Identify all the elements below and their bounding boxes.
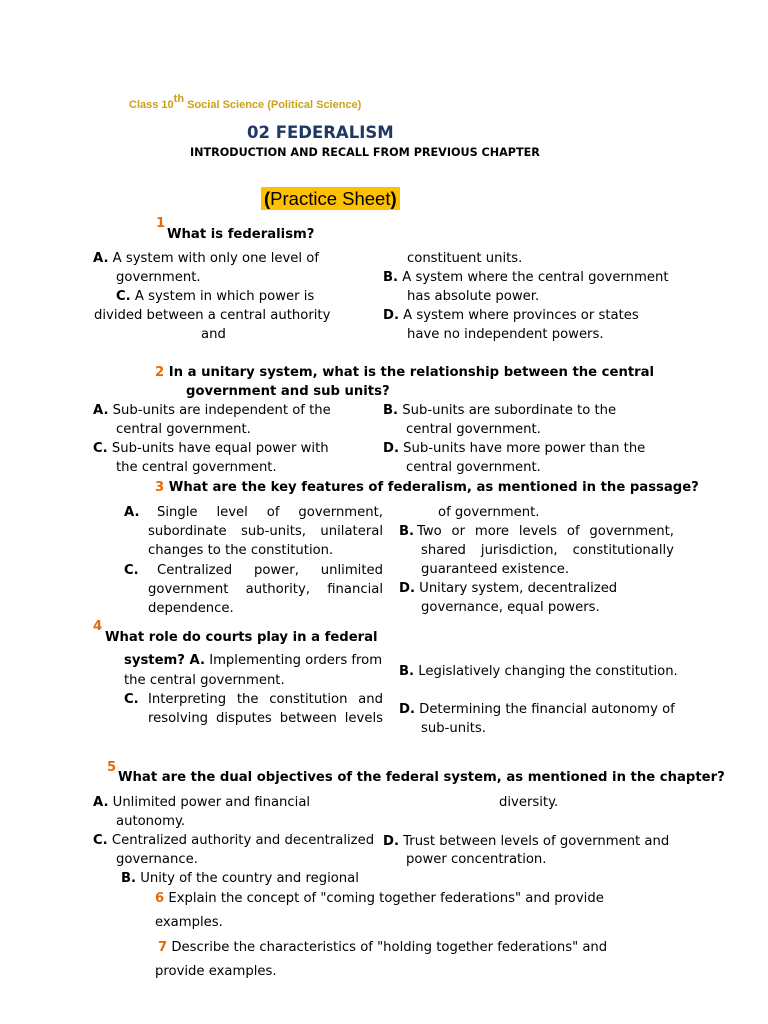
q1-option-d bbox=[383, 306, 639, 325]
q1-option-a-cont: government. bbox=[116, 270, 201, 285]
q3-option-b-prev: of government. bbox=[438, 505, 540, 520]
q5-option-d-cont: power concentration. bbox=[406, 852, 547, 867]
question-3-text: What are the key features of federalism, as mentioned in the passage? bbox=[164, 480, 699, 495]
option-text: Implementing orders from bbox=[205, 653, 383, 668]
question-7-cont: provide examples. bbox=[155, 964, 277, 979]
option-letter: B. bbox=[399, 664, 415, 679]
option-letter: C. bbox=[116, 289, 131, 304]
option-text: Unitary system, decentralized bbox=[414, 581, 618, 596]
practice-sheet-banner bbox=[261, 188, 400, 210]
q4-question-cont-option-a bbox=[124, 651, 382, 670]
q3-option-a-line2: subordinate sub-units, unilateral bbox=[148, 524, 383, 539]
option-letter: C. bbox=[93, 441, 108, 456]
class-header-rest: Social Science (Political Science) bbox=[184, 99, 362, 111]
class-header-sup: th bbox=[173, 93, 185, 105]
option-text: Sub-units have more power than the bbox=[398, 441, 646, 456]
question-2-cont: government and sub units? bbox=[186, 384, 390, 399]
page-title: 02 FEDERALISM bbox=[247, 123, 394, 142]
q2-option-c bbox=[93, 439, 329, 458]
q1-option-c bbox=[116, 287, 314, 306]
option-letter: D. bbox=[399, 702, 415, 717]
option-letter: D. bbox=[383, 441, 399, 456]
question-7 bbox=[158, 938, 607, 957]
q1-option-a bbox=[93, 249, 319, 268]
q2-option-d bbox=[383, 439, 645, 458]
option-letter: D. bbox=[383, 308, 399, 323]
q4-option-d-cont: sub-units. bbox=[421, 721, 486, 736]
option-letter: A. bbox=[93, 251, 109, 266]
q3-option-b-cont: shared jurisdiction, constitutionally bbox=[421, 543, 674, 558]
question-2-number: 2 bbox=[155, 365, 165, 380]
practice-open-paren: ( bbox=[264, 188, 271, 209]
q4-option-c-line1: Interpreting the constitution and bbox=[148, 692, 383, 707]
question-6-cont: examples. bbox=[155, 915, 223, 930]
page-subtitle: INTRODUCTION AND RECALL FROM PREVIOUS CHAPTER bbox=[190, 146, 540, 159]
question-1-number: 1 bbox=[156, 216, 166, 231]
q5-option-c-cont: governance. bbox=[116, 852, 198, 867]
q1-option-c-cont2: and bbox=[201, 327, 226, 342]
option-text: Sub-units are subordinate to the bbox=[398, 403, 617, 418]
q5-option-a bbox=[93, 793, 310, 812]
question-4-text: What role do courts play in a federal bbox=[105, 630, 378, 645]
option-letter: A. bbox=[93, 403, 109, 418]
option-letter: A. bbox=[93, 795, 109, 810]
option-text: Legislatively changing the constitution. bbox=[414, 664, 678, 679]
q3-option-d-cont: governance, equal powers. bbox=[421, 600, 600, 615]
option-letter: D. bbox=[383, 834, 399, 849]
q2-option-b bbox=[383, 401, 616, 420]
option-letter: B. bbox=[383, 270, 399, 285]
q3-option-a-line3: changes to the constitution. bbox=[148, 543, 334, 558]
q3-option-a-line1: Single level of government, bbox=[157, 505, 383, 520]
option-text: Unity of the country and regional bbox=[136, 871, 359, 886]
q5-option-d bbox=[383, 832, 669, 851]
q3-option-c-line2: government authority, financial bbox=[148, 582, 383, 597]
q2-option-b-cont: central government. bbox=[406, 422, 541, 437]
q3-option-b bbox=[399, 522, 674, 541]
option-text: A system in which power is bbox=[130, 289, 315, 304]
option-letter: C. bbox=[93, 833, 108, 848]
q5-option-a-cont: autonomy. bbox=[116, 814, 186, 829]
q3-option-c-line1: Centralized power, unlimited bbox=[157, 563, 383, 578]
q1-option-c-cont: divided between a central authority bbox=[94, 308, 331, 323]
q1-option-d-cont: have no independent powers. bbox=[407, 327, 604, 342]
q4-option-a-cont: the central government. bbox=[124, 673, 285, 688]
option-text: Sub-units have equal power with bbox=[107, 441, 329, 456]
q4-option-d bbox=[399, 700, 675, 719]
question-3 bbox=[155, 478, 699, 497]
q2-option-c-cont: the central government. bbox=[116, 460, 277, 475]
practice-text: Practice Sheet bbox=[270, 188, 391, 209]
option-text: Unlimited power and financial bbox=[108, 795, 311, 810]
option-letter: B. bbox=[121, 871, 137, 886]
option-text: A system where the central government bbox=[398, 270, 669, 285]
q3-option-c-letter: C. bbox=[124, 563, 139, 578]
q3-option-c-line3: dependence. bbox=[148, 601, 234, 616]
q3-option-a-letter: A. bbox=[124, 505, 140, 520]
q5-option-b bbox=[121, 869, 359, 888]
question-7-number: 7 bbox=[158, 940, 168, 955]
question-5-text: What are the dual objectives of the federal system, as mentioned in the chapter? bbox=[118, 770, 725, 785]
option-text: Sub-units are independent of the bbox=[108, 403, 331, 418]
option-letter: A. bbox=[189, 653, 205, 668]
option-text: Trust between levels of government and bbox=[398, 834, 670, 849]
option-text: Centralized authority and decentralized bbox=[107, 833, 375, 848]
q4-option-b bbox=[399, 662, 678, 681]
q1-option-b bbox=[383, 268, 669, 287]
q2-option-d-cont: central government. bbox=[406, 460, 541, 475]
question-4-number: 4 bbox=[93, 619, 103, 634]
question-6-number: 6 bbox=[155, 891, 165, 906]
q1-option-c-cont3: constituent units. bbox=[407, 251, 523, 266]
option-letter: D. bbox=[399, 581, 415, 596]
option-text: A system with only one level of bbox=[108, 251, 319, 266]
question-7-text: Describe the characteristics of "holding together federations" and bbox=[167, 940, 608, 955]
class-header bbox=[129, 93, 362, 111]
q5-option-c bbox=[93, 831, 374, 850]
option-text: Two or more levels of government, bbox=[417, 524, 674, 539]
q5-option-b-tail: diversity. bbox=[499, 795, 559, 810]
practice-sheet-label bbox=[261, 187, 400, 210]
q4-option-c-line2: resolving disputes between levels bbox=[148, 711, 383, 726]
option-letter: B. bbox=[399, 524, 415, 539]
option-text: Determining the financial autonomy of bbox=[414, 702, 675, 717]
q2-option-a bbox=[93, 401, 331, 420]
question-3-number: 3 bbox=[155, 480, 165, 495]
question-4-text-cont: system? bbox=[124, 653, 190, 668]
q3-option-b-cont2: guaranteed existence. bbox=[421, 562, 570, 577]
q1-option-b-cont: has absolute power. bbox=[407, 289, 540, 304]
practice-close-paren: ) bbox=[390, 188, 397, 209]
q3-option-d bbox=[399, 579, 617, 598]
option-letter: B. bbox=[383, 403, 399, 418]
question-5-number: 5 bbox=[107, 760, 117, 775]
q4-option-c-letter: C. bbox=[124, 692, 139, 707]
option-text: A system where provinces or states bbox=[398, 308, 639, 323]
question-2-text: In a unitary system, what is the relationship between the central bbox=[164, 365, 655, 380]
question-2 bbox=[155, 363, 654, 382]
question-6 bbox=[155, 889, 604, 908]
question-1-text: What is federalism? bbox=[167, 227, 315, 242]
q2-option-a-cont: central government. bbox=[116, 422, 251, 437]
question-6-text: Explain the concept of "coming together federations" and provide bbox=[164, 891, 604, 906]
class-header-prefix: Class 10 bbox=[129, 99, 174, 111]
